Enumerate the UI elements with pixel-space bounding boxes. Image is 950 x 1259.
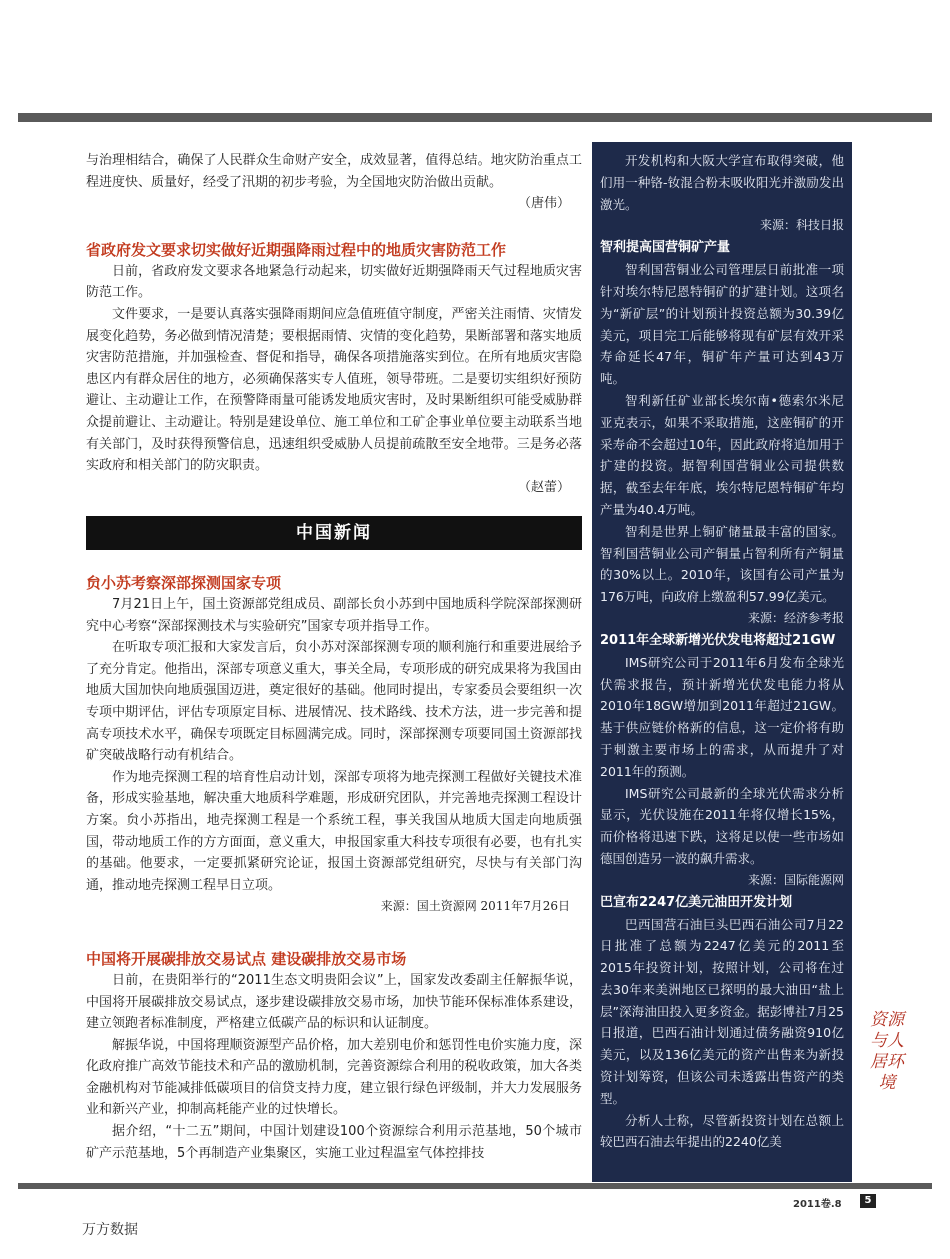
sidebar-article1-paragraph-2: 智利新任矿业部长埃尔南•德索尔米尼亚克表示，如果不采取措施，这座铜矿的开采寿命不会超过10年，因此政府将追加用于扩建的投资。据智利国营铜业公司提供数据，截至去年年底，埃尔特尼恩特铜矿年均产量为40.4万吨。 bbox=[600, 392, 844, 517]
sidebar-article1-source: 来源：经济参考报 bbox=[747, 610, 844, 625]
left-column bbox=[86, 150, 582, 498]
calligraphy-logo: 资源与人居环境 bbox=[870, 1010, 904, 1093]
sidebar-article3-title: 巴宣布2247亿美元油田开发计划 bbox=[600, 894, 793, 910]
intro-author: （唐伟） bbox=[517, 196, 570, 212]
issue-label: 2011卷.8 bbox=[793, 1199, 842, 1210]
page-number: 5 bbox=[860, 1194, 876, 1208]
sidebar-article1-title: 智利提高国营铜矿产量 bbox=[600, 240, 731, 256]
article1-author: （赵蕾） bbox=[517, 479, 570, 495]
article2-paragraph-1: 7月21日上午，国土资源部党组成员、副部长贠小苏到中国地质科学院深部探测研究中心考察“深部探测技术与实验研究”国家专项并指导工作。 bbox=[86, 597, 582, 634]
article3-title: 中国将开展碳排放交易试点 建设碳排放交易市场 bbox=[86, 949, 407, 968]
sidebar-article2-paragraph-1: IMS研究公司于2011年6月发布全球光伏需求报告，预计新增光伏发电能力将从2010年18GW增加到2011年超过21GW。基于供应链价格新的信息，这一定价将有助于刺激主要市场上的需求，从而提升了对2011年的预测。 bbox=[600, 654, 844, 779]
article1-title: 省政府发文要求切实做好近期强降雨过程中的地质灾害防范工作 bbox=[86, 240, 507, 259]
watermark-text: 万方数据 bbox=[82, 1222, 138, 1238]
sidebar-article2-source: 来源：国际能源网 bbox=[747, 872, 844, 887]
sidebar-intro: 开发机构和大阪大学宣布取得突破，他们用一种铬-钕混合粉末吸收阳光并激励发出激光。 bbox=[600, 153, 844, 212]
sidebar-article2-title: 2011年全球新增光伏发电将超过21GW bbox=[600, 632, 836, 648]
sidebar-article3-paragraph-2: 分析人士称，尽管新投资计划在总额上较巴西石油去年提出的2240亿美 bbox=[600, 1112, 844, 1150]
article2-source: 来源：国土资源网 2011年7月26日 bbox=[380, 899, 570, 914]
article2-title: 贠小苏考察深部探测国家专项 bbox=[86, 574, 282, 592]
article2-paragraph-2: 在听取专项汇报和大家发言后，贠小苏对深部探测专项的顺利施行和重要进展给予了充分肯定。他指出，深部专项意义重大，事关全局，专项形成的研究成果将为我国由地质大国加快向地质强国迈进，奠定很好的基础。他同时提出，专家委员会要组织一次专项中期评估，评估专项原定目标、进展情况、技术路线、技术方法，进一步完善和提高专项技术水平，确保专项既定目标圆满完成。同时，深部探测专项要同国土资源部找矿突破战略行动有机结合。 bbox=[86, 640, 582, 764]
sidebar-news-column bbox=[592, 142, 852, 1182]
article3-paragraph-1: 日前，在贵阳举行的“2011生态文明贵阳会议”上，国家发改委副主任解振华说，中国将开展碳排放交易试点，逐步建设碳排放交易市场，加快节能环保标准体系建设，建立领跑者标准制度，严格建立低碳产品的标识和认证制度。 bbox=[86, 972, 582, 1032]
sidebar-article3-paragraph-1: 巴西国营石油巨头巴西石油公司7月22日批准了总额为2247亿美元的2011至2015年投资计划，按照计划，公司将在过去30年来美洲地区已探明的最大油田“盐上层”深海油田投入更多资金。据彭博社7月25日报道，巴西石油计划通过债务融资910亿美元，以及136亿美元的资产出售来为新投资计划筹资，但该公司未透露出售资产的类型。 bbox=[600, 916, 844, 1106]
article3-paragraph-2: 解振华说，中国将理顺资源型产品价格，加大差别电价和惩罚性电价实施力度，深化政府推广高效节能技术和产品的激励机制，完善资源综合利用的税收政策，加大各类金融机构对节能减排低碳项目的信贷支持力度，建立银行绿色评级制，并大力发展服务业和新兴产业，抑制高耗能产业的过快增长。 bbox=[86, 1037, 582, 1118]
sidebar-article2-paragraph-2: IMS研究公司最新的全球光伏需求分析显示，光伏设施在2011年将仅增长15%，而价格将迅速下跌，这将足以使一些市场如德国创造另一波的飙升需求。 bbox=[600, 785, 844, 866]
sidebar-article1-paragraph-3: 智利是世界上铜矿储量最丰富的国家。智利国营铜业公司产铜量占智利所有产铜量的30%以上。2010年，该国有公司产量为176万吨，向政府上缴盈利57.99亿美元。 bbox=[600, 523, 844, 605]
bottom-rule bbox=[18, 1183, 932, 1189]
sidebar-intro-source: 来源：科技日报 bbox=[759, 218, 844, 233]
sidebar-article1-paragraph-1: 智利国营铜业公司管理层日前批准一项针对埃尔特尼恩特铜矿的扩建计划。这项名为“新矿层”的计划预计投资总额为30.39亿美元，项目完工后能够将现有矿层有效开采寿命延长47年，铜矿年产量可达到43万吨。 bbox=[600, 262, 844, 387]
article1-paragraph-2: 文件要求，一是要认真落实强降雨期间应急值班值守制度，严密关注雨情、灾情发展变化趋势，务必做到情况清楚；要根据雨情、灾情的变化趋势，果断部署和落实地质灾害防范措施，并加强检查、督促和指导，确保各项措施落实到位。在所有地质灾害隐患区内有群众居住的地方，必须确保落实专人值班，领导带班。二是要切实组织好预防避让、主动避让工作，在预警降雨量可能诱发地质灾害时，及时果断组织可能受威胁群众提前避让、主动避让。特别是建设单位、施工单位和工矿企事业单位要主动联系当地有关部门，及时获得预警信息，迅速组织受威胁人员提前疏散至安全地带。三是务必落实政府和相关部门的防灾职责。 bbox=[86, 306, 582, 474]
article3-paragraph-3: 据介绍，“十二五”期间，中国计划建设100个资源综合利用示范基地，50个城市矿产示范基地，5个再制造产业集聚区，实施工业过程温室气体控排技 bbox=[86, 1124, 582, 1161]
article2-paragraph-3: 作为地壳探测工程的培育性启动计划，深部专项将为地壳探测工程做好关键技术准备，形成实验基地，解决重大地质科学难题，形成研究团队，并完善地壳探测工程设计方案。贠小苏指出，地壳探测工程是一个系统工程，事关我国从地质大国走向地质强国，带动地质工作的方方面面，意义重大，申报国家重大科技专项很有必要，也有扎实的基础。他要求，一定要抓紧研究论证，报国土资源部党组研究，尽快与有关部门沟通，推动地壳探测工程早日立项。 bbox=[86, 769, 582, 893]
section-banner: 中国新闻 bbox=[86, 516, 582, 550]
intro-paragraph: 与治理相结合，确保了人民群众生命财产安全，成效显著，值得总结。地灾防治重点工程进度快、质量好，经受了汛期的初步考验，为全国地灾防治做出贡献。 bbox=[86, 153, 582, 190]
top-rule bbox=[18, 113, 932, 122]
article1-paragraph-1: 日前，省政府发文要求各地紧急行动起来，切实做好近期强降雨天气过程地质灾害防范工作。 bbox=[86, 263, 582, 301]
left-column-news bbox=[86, 572, 582, 1164]
